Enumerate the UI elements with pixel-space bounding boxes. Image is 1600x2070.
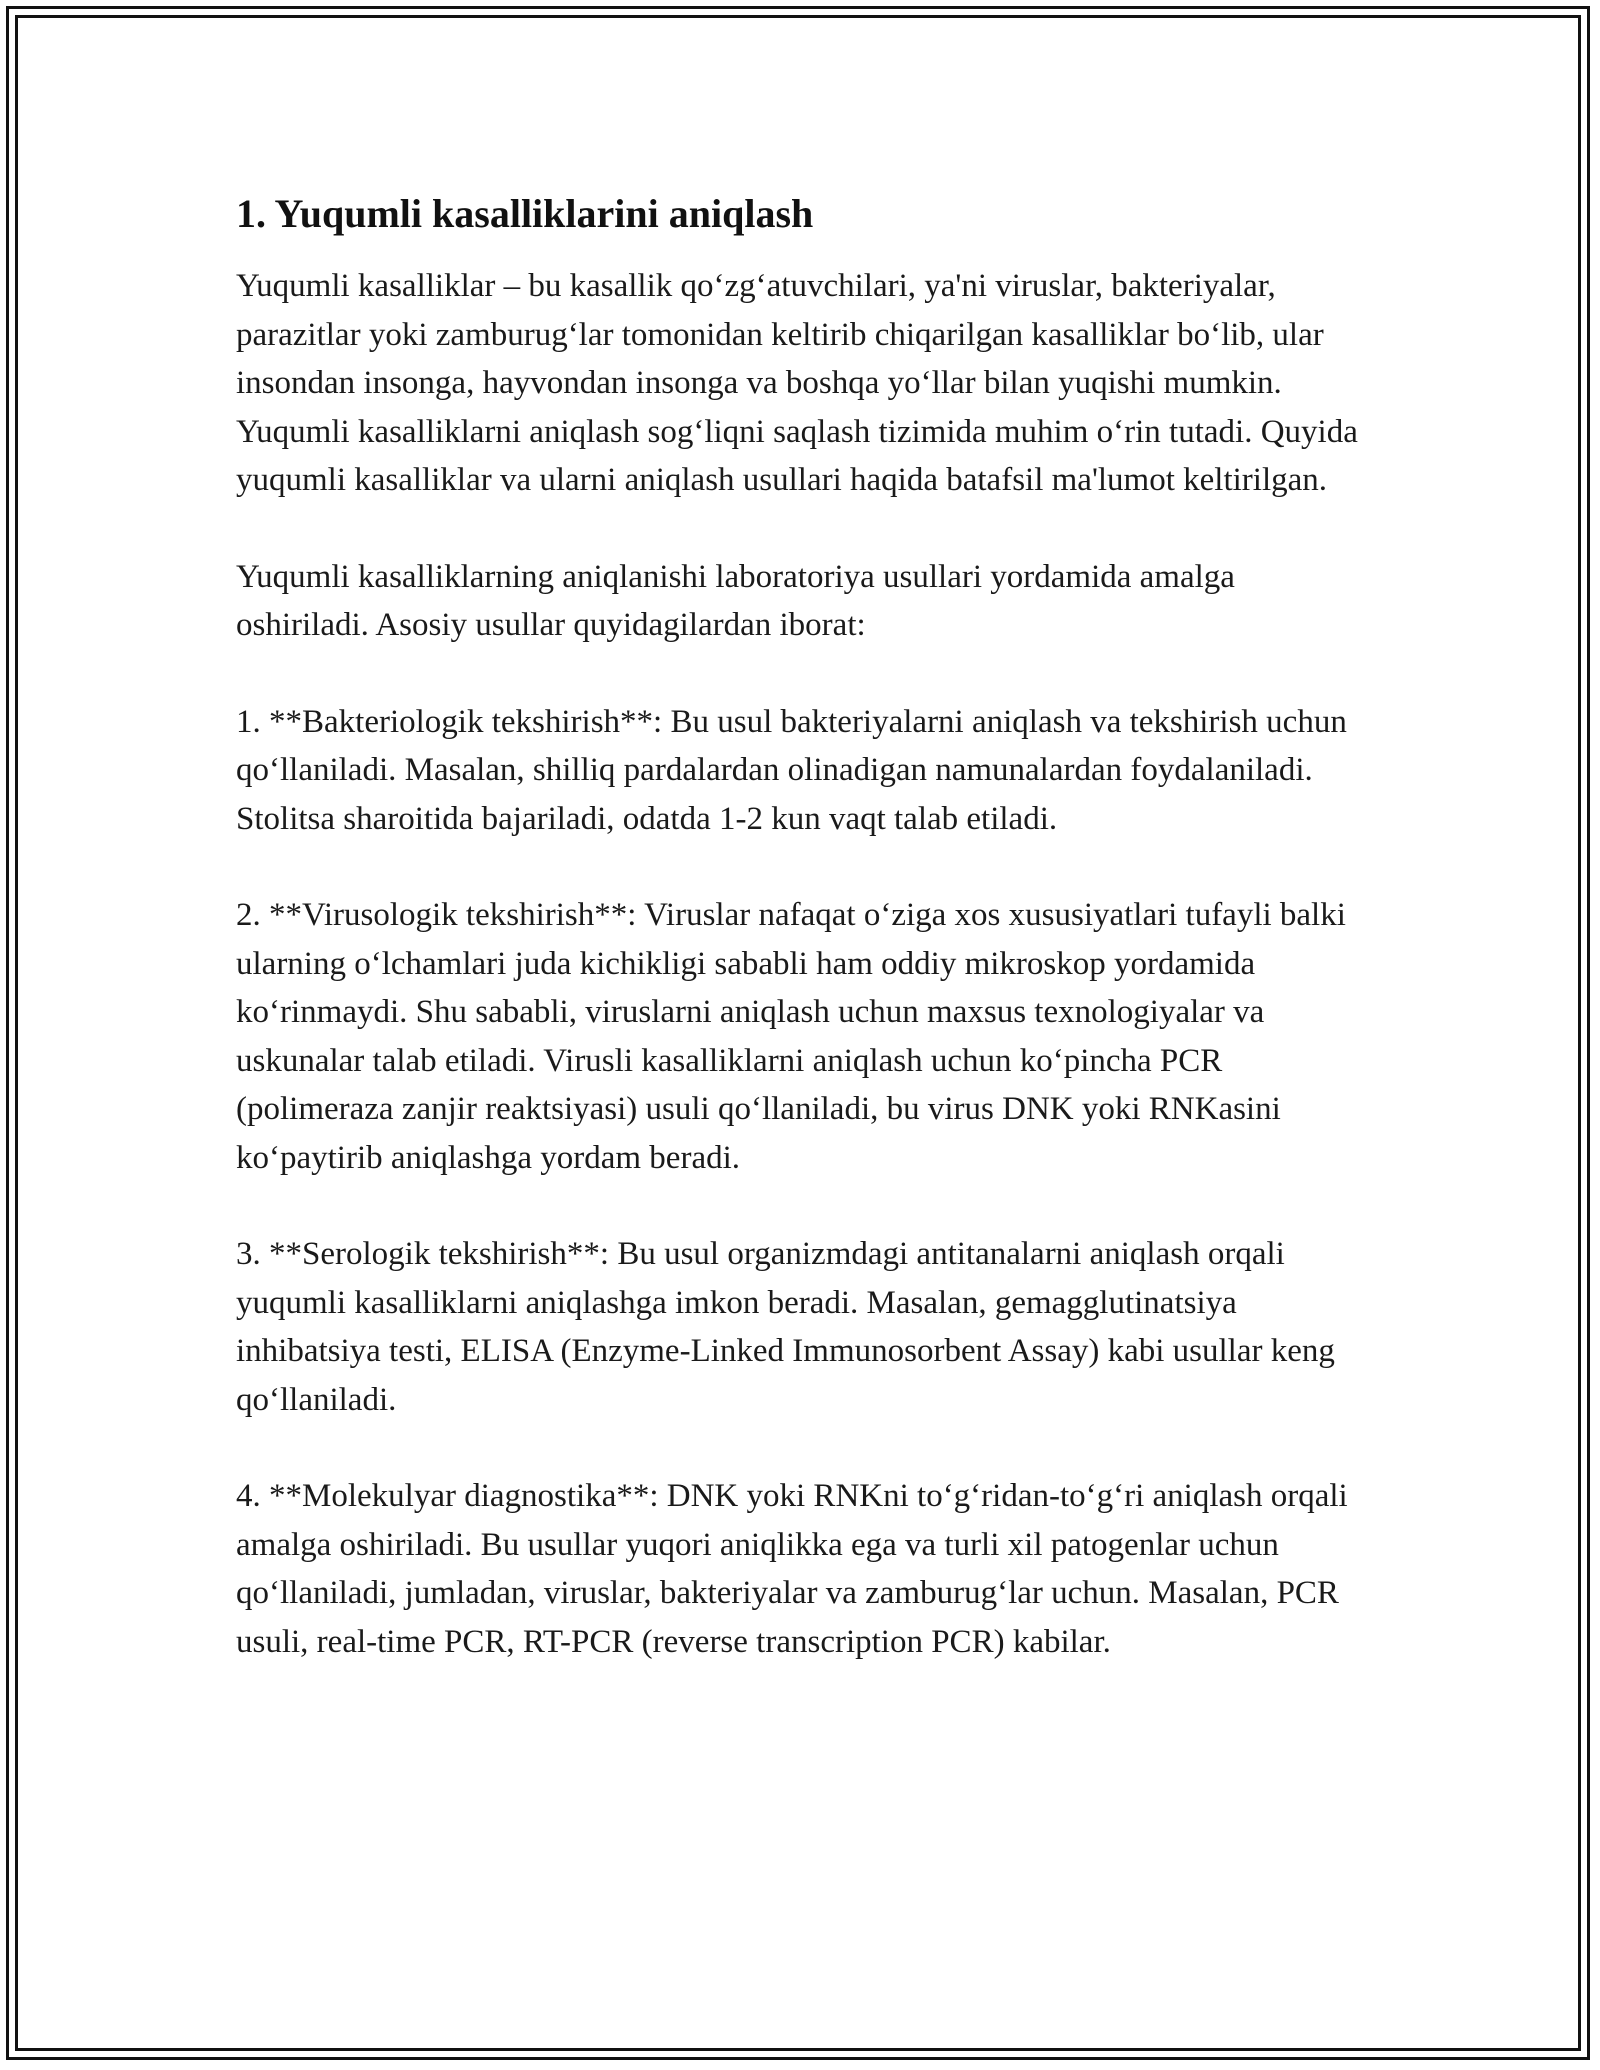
paragraph-methods-intro: Yuqumli kasalliklarning aniqlanishi laboratoriya usullari yordamida amalga oshiriladi. Asosiy usullar quyidagilardan iborat: xyxy=(236,558,1235,643)
paragraph-virological: 2. **Virusologik tekshirish**: Viruslar nafaqat o‘ziga xos xususiyatlari tufayli balki ularning o‘lchamlari juda kichikligi sababli ham oddiy mikroskop yordamida ko‘rinmaydi. Shu sababli, viruslarni aniqlash uchun maxsus texnologiyalar va uskunalar talab etiladi. Virusli kasalliklarni aniqlash uchun ko‘pincha PCR (polimeraza zanjir reaktsiyasi) usuli qo‘llaniladi, bu virus DNK yoki RNKasini ko‘paytirib aniqlashga yordam beradi. xyxy=(236,897,1346,1176)
paragraph-serological: 3. **Serologik tekshirish**: Bu usul organizmdagi antitanalarni aniqlash orqali yuqumli kasalliklarni aniqlashga imkon beradi. Masalan, gemagglutinatsiya inhibatsiya testi, ELISA (Enzyme-Linked Immunosorbent Assay) kabi usullar keng qo‘llaniladi. xyxy=(236,1236,1335,1418)
paragraph-bacteriological: 1. **Bakteriologik tekshirish**: Bu usul bakteriyalarni aniqlash va tekshirish uchun qo‘llaniladi. Masalan, shilliq pardalardan olinadigan namunalardan foydalaniladi. Stolitsa sharoitida bajariladi, odatda 1-2 kun vaqt talab etiladi. xyxy=(236,703,1347,837)
paragraph-intro: Yuqumli kasalliklar – bu kasallik qo‘zg‘atuvchilari, ya'ni viruslar, bakteriyalar, parazitlar yoki zamburug‘lar tomonidan keltirib chiqarilgan kasalliklar bo‘lib, ular insondan insonga, hayvondan insonga va boshqa yo‘llar bilan yuqishi mumkin. Yuqumli kasalliklarni aniqlash sog‘liqni saqlash tizimida muhim o‘rin tutadi. Quyida yuqumli kasalliklar va ularni aniqlash usullari haqida batafsil ma'lumot keltirilgan. xyxy=(236,268,1358,498)
document-body xyxy=(236,188,1376,1714)
paragraph-molecular: 4. **Molekulyar diagnostika**: DNK yoki RNKni to‘g‘ridan-to‘g‘ri aniqlash orqali amalga oshiriladi. Bu usullar yuqori aniqlikka ega va turli xil patogenlar uchun qo‘llaniladi, jumladan, viruslar, bakteriyalar va zamburug‘lar uchun. Masalan, PCR usuli, real-time PCR, RT-PCR (reverse transcription PCR) kabilar. xyxy=(236,1478,1348,1660)
document-title: 1. Yuqumli kasalliklarini aniqlash xyxy=(236,191,814,236)
